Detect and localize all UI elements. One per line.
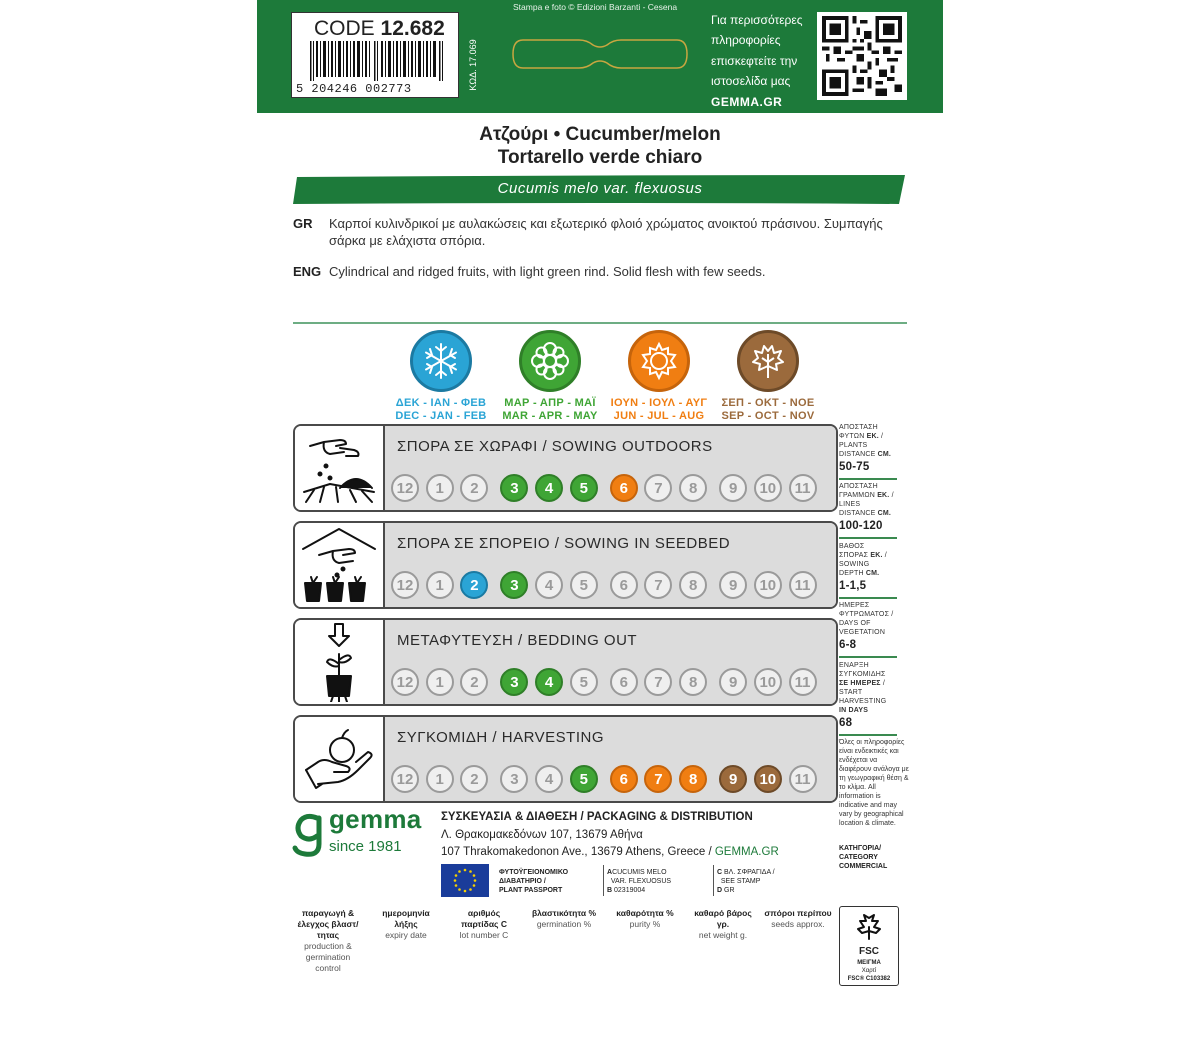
- month-circle: 4: [535, 765, 563, 793]
- month-circle: 7: [644, 668, 672, 696]
- description-en: [293, 264, 913, 282]
- qr-code-icon: [817, 12, 907, 100]
- calendar-row-bedding-out: [293, 618, 838, 706]
- season-spring: [500, 330, 600, 423]
- category-label: ΚΑΤΗΓΟΡΙΑ/ CATEGORY COMMERCIAL: [839, 845, 888, 870]
- barcode-box: [291, 12, 459, 98]
- kod-number: ΚΩΔ. 17.069: [468, 39, 478, 91]
- month-band: [385, 523, 836, 607]
- website-link[interactable]: GEMMA.GR: [711, 94, 783, 109]
- season-months-gr: ΔΕΚ - ΙΑΝ - ΦΕΒ: [395, 397, 487, 409]
- month-circle: 6: [610, 765, 638, 793]
- spec-value: 6-8: [839, 639, 857, 651]
- season-months-en: SEP - OCT - NOV: [721, 410, 815, 422]
- month-circle: 8: [679, 571, 707, 599]
- calendar-row-sowing-seedbed: [293, 521, 838, 609]
- month-circle: 9: [719, 571, 747, 599]
- product-title-line1: Ατζούρι • Cucumber/melon: [479, 124, 721, 145]
- fsc-tree-icon: [852, 911, 886, 941]
- month-circle: 4: [535, 474, 563, 502]
- month-circle: 9: [719, 474, 747, 502]
- hang-slot-icon: [509, 36, 691, 72]
- month-band: [385, 620, 836, 704]
- season-summer: [609, 330, 709, 423]
- season-months-en: DEC - JAN - FEB: [395, 410, 487, 422]
- month-circle: 1: [426, 571, 454, 599]
- spec-sowing-depth: ΒΑΘΟΣ ΣΠΟΡΑΣ ΕΚ. / SOWING DEPTH CM. 1-1,5: [839, 542, 909, 599]
- brand-since: since 1981: [329, 838, 402, 855]
- month-circle: 10: [754, 765, 782, 793]
- month-circle: 11: [789, 668, 817, 696]
- printer-credit: Stampa e foto © Edizioni Barzanti - Cesena: [513, 2, 678, 12]
- month-circle: 2: [460, 765, 488, 793]
- season-months-en: JUN - JUL - AUG: [613, 410, 705, 422]
- passport-botanical: ACUCUMIS MELO VAR. FLEXUOSUS B 02319004: [607, 869, 672, 894]
- sowing-outdoors-icon: [295, 426, 385, 510]
- packaging-distribution: ΣΥΣΚΕΥΑΣΙΑ & ΔΙΑΘΕΣΗ / PACKAGING & DISTRIBUTION Λ. Θρακομακεδόνων 107, 13679 Αθήνα 107 Thrakomakedonon Ave., 13679 Athens, Greece / GEMMA.GR: [441, 811, 779, 858]
- row-label: ΣΠΟΡΑ ΣΕ ΧΩΡΑΦΙ / SOWING OUTDOORS: [397, 438, 713, 455]
- transplant-icon: [295, 620, 385, 704]
- month-circle: 5: [570, 668, 598, 696]
- month-circle: 6: [610, 571, 638, 599]
- spec-start-harvesting: ΕΝΑΡΞΗ ΣΥΓΚΟΜΙΔΗΣ ΣΕ ΗΜΕΡΕΣ / START HARVESTING IN DAYS 68: [839, 661, 909, 736]
- barcode-icon: [310, 41, 446, 81]
- season-months-gr: ΣΕΠ - ΟΚΤ - ΝΟΕ: [721, 397, 815, 409]
- spec-plants-distance: ΑΠΟΣΤΑΣΗ ΦΥΤΩΝ ΕΚ. / PLANTS DISTANCE CM. 50-75: [839, 423, 909, 480]
- month-circle: 2: [460, 668, 488, 696]
- spec-value: 68: [839, 717, 853, 729]
- month-circle: 8: [679, 765, 707, 793]
- spec-value: 100-120: [839, 520, 883, 532]
- month-circle: 1: [426, 765, 454, 793]
- calendar-row-sowing-outdoors: [293, 424, 838, 512]
- month-circle: 8: [679, 668, 707, 696]
- brand-name: gemma: [329, 804, 422, 834]
- spec-days-vegetation: ΗΜΕΡΕΣ ΦΥΤΡΩΜΑΤΟΣ / DAYS OF VEGETATION 6-8: [839, 601, 909, 658]
- month-circle: 3: [500, 765, 528, 793]
- month-circle: 1: [426, 668, 454, 696]
- spec-value: 1-1,5: [839, 580, 867, 592]
- month-circle: 3: [500, 668, 528, 696]
- sun-icon: [628, 330, 690, 392]
- month-circle: 12: [391, 765, 419, 793]
- season-months-gr: ΙΟΥΝ - ΙΟΥΛ - ΑΥΓ: [610, 397, 708, 409]
- calendar-row-harvesting: [293, 715, 838, 803]
- plant-passport: [441, 864, 831, 898]
- month-circle: 12: [391, 668, 419, 696]
- month-circle: 12: [391, 571, 419, 599]
- latin-name-band: [293, 175, 907, 204]
- month-circle: 11: [789, 474, 817, 502]
- month-circle: 10: [754, 571, 782, 599]
- month-circle: 2: [460, 474, 488, 502]
- spec-value: 50-75: [839, 461, 870, 473]
- product-title-line2: Tortarello verde chiaro: [497, 147, 703, 168]
- month-circle: 9: [719, 668, 747, 696]
- season-months-gr: ΜΑΡ - ΑΠΡ - ΜΑΪ: [504, 397, 596, 409]
- flower-icon: [519, 330, 581, 392]
- month-circle: 3: [500, 571, 528, 599]
- gemma-logo-icon: [291, 808, 325, 860]
- month-band: [385, 717, 836, 801]
- section-divider: [293, 322, 907, 324]
- month-circle: 10: [754, 668, 782, 696]
- month-circle: 2: [460, 571, 488, 599]
- lang-code: GR: [293, 216, 313, 231]
- month-circle: 3: [500, 474, 528, 502]
- lang-code: ENG: [293, 264, 322, 279]
- description-text: Καρποί κυλινδρικοί με αυλακώσεις και εξωτερικό φλοιό χρώματος ανοικτού πράσινου. Συμπαγής σάρκα με ελάχιστα σπόρια.: [329, 216, 883, 248]
- month-circle: 6: [610, 668, 638, 696]
- description-text: Cylindrical and ridged fruits, with light green rind. Solid flesh with few seeds.: [329, 264, 766, 279]
- disclaimer-note: Όλες οι πληροφορίες είναι ενδεικτικές και ενδέχεται να διαφέρουν ανάλογα με τη γεωγραφική θέση & το κλίμα. All information is indicative and may vary by geographical location & climate.: [839, 739, 909, 827]
- row-label: ΜΕΤΑΦΥΤΕΥΣΗ / BEDDING OUT: [397, 632, 638, 649]
- month-circle: 10: [754, 474, 782, 502]
- month-circle: 5: [570, 474, 598, 502]
- month-circles: [391, 474, 823, 504]
- footer-expiry: ημερομηνία λήξης expiry date: [382, 908, 430, 940]
- passport-stamp: C ΒΛ. ΣΦΡΑΓΙΔΑ / SEE STAMP D GR: [717, 869, 775, 894]
- spec-lines-distance: ΑΠΟΣΤΑΣΗ ΓΡΑΜΜΩΝ ΕΚ. / LINES DISTANCE CM. 100-120: [839, 482, 909, 539]
- seed-packet-back: [257, 0, 943, 1040]
- product-code: CODE 12.682: [314, 17, 445, 40]
- seedbed-icon: [295, 523, 385, 607]
- month-circle: 7: [644, 765, 672, 793]
- leaf-icon: [737, 330, 799, 392]
- month-circles: [391, 765, 823, 795]
- month-circle: 11: [789, 765, 817, 793]
- footer-seeds: σπόροι περίπου seeds approx.: [764, 908, 832, 929]
- eu-flag-icon: [441, 864, 489, 897]
- month-circle: 8: [679, 474, 707, 502]
- footer-production: παραγωγή & έλεγχος βλαστ/τητας production & germination control: [297, 908, 359, 973]
- description-gr: [293, 216, 913, 252]
- month-circle: 7: [644, 571, 672, 599]
- season-autumn: [718, 330, 818, 423]
- month-circle: 12: [391, 474, 419, 502]
- month-circle: 9: [719, 765, 747, 793]
- month-circles: [391, 571, 823, 601]
- month-circles: [391, 668, 823, 698]
- season-months-en: MAR - APR - MAY: [502, 410, 598, 422]
- footer-germination: βλαστικότητα % germination %: [531, 908, 597, 929]
- month-circle: 7: [644, 474, 672, 502]
- footer-net-weight: καθαρό βάρος γρ. net weight g.: [694, 908, 752, 940]
- month-circle: 1: [426, 474, 454, 502]
- header-band: [257, 0, 943, 113]
- footer-lot: αριθμός παρτίδας C lot number C: [459, 908, 509, 940]
- fsc-badge: FSC ΜΕΙΓΜΑ Χαρτί FSC® C103382: [839, 906, 899, 986]
- fsc-label: FSC: [859, 946, 879, 957]
- season-winter: [391, 330, 491, 423]
- passport-title: ΦΥΤΟΫΓΕΙΟΝΟΜΙΚΟ ΔΙΑΒΑΤΗΡΙΟ / PLANT PASSPORT: [499, 869, 569, 894]
- ean-number: 5 204246 002773: [296, 82, 412, 96]
- footer-purity: καθαρότητα % purity %: [616, 908, 674, 929]
- month-circle: 4: [535, 571, 563, 599]
- latin-name: Cucumis melo var. flexuosus: [497, 180, 703, 197]
- month-circle: 5: [570, 765, 598, 793]
- month-band: [385, 426, 836, 510]
- gemma-website-link[interactable]: GEMMA.GR: [714, 846, 779, 858]
- visit-website-text: Για περισσότερες πληροφορίες επισκεφτείτε την ιστοσελίδα μας GEMMA.GR: [711, 13, 803, 109]
- row-label: ΣΥΓΚΟΜΙΔΗ / HARVESTING: [397, 729, 605, 746]
- month-circle: 11: [789, 571, 817, 599]
- month-circle: 6: [610, 474, 638, 502]
- snowflake-icon: [410, 330, 472, 392]
- harvest-hand-icon: [295, 717, 385, 801]
- month-circle: 4: [535, 668, 563, 696]
- row-label: ΣΠΟΡΑ ΣΕ ΣΠΟΡΕΙΟ / SOWING IN SEEDBED: [397, 535, 731, 552]
- month-circle: 5: [570, 571, 598, 599]
